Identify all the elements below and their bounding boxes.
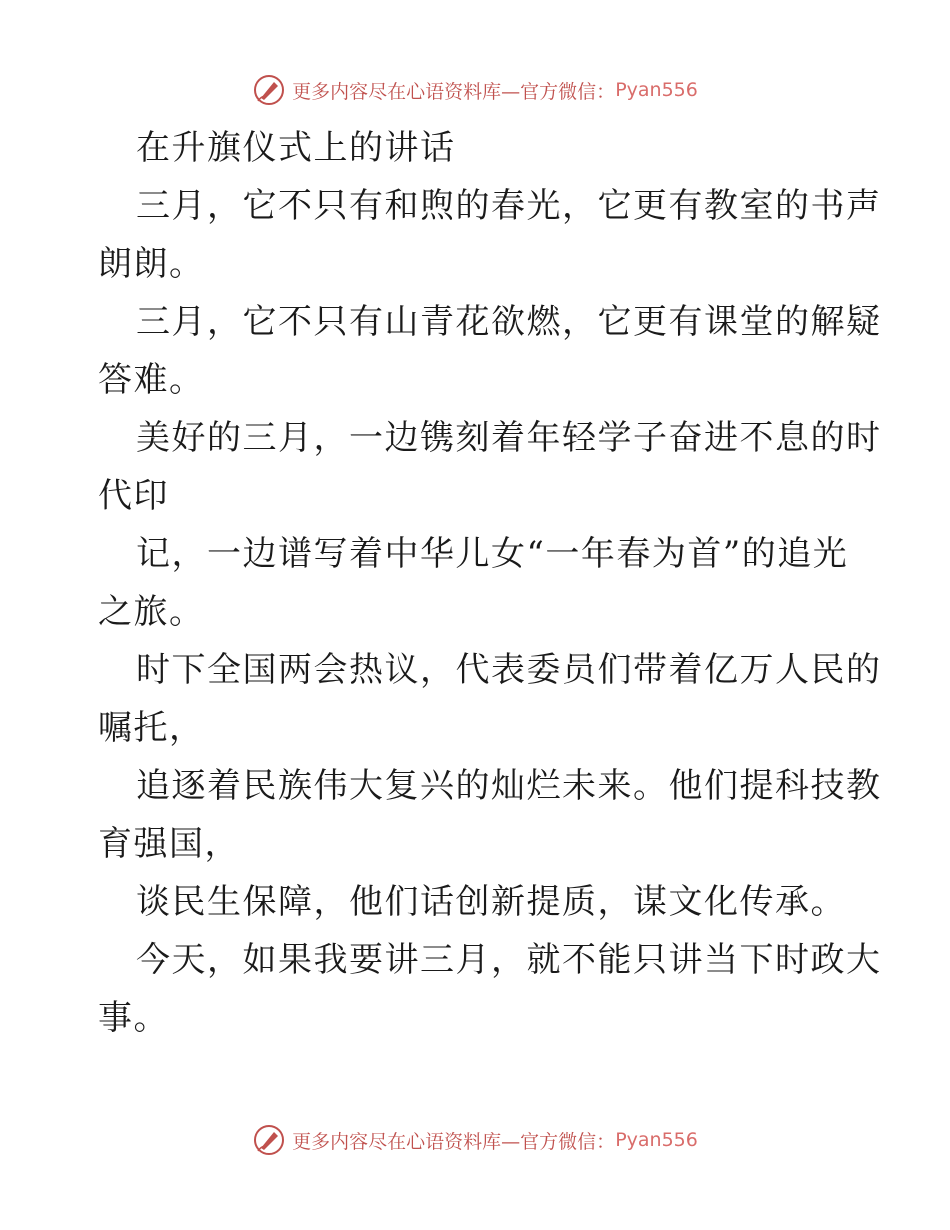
banner-wechat-label: 官方微信：: [520, 1130, 616, 1153]
banner-text: 更多内容尽在心语资料库—: [292, 1130, 521, 1153]
banner-wechat-id: Pyan556: [615, 1129, 698, 1151]
paragraph-line: 今天，如果我要讲三月，就不能只讲当下时政大: [136, 940, 882, 980]
paragraph-line: 追逐着民族伟大复兴的灿烂未来。他们提科技教: [136, 766, 882, 806]
document-title: 在升旗仪式上的讲话: [136, 128, 456, 168]
header-banner: [0, 70, 950, 110]
paragraph-line: 朗朗。: [98, 244, 205, 284]
paragraph-line: 之旅。: [98, 592, 205, 632]
paragraph-line: 谈民生保障，他们话创新提质，谋文化传承。: [136, 882, 846, 922]
quill-pen-logo-icon: [252, 73, 286, 107]
footer-banner: [0, 1120, 950, 1160]
paragraph-line: 记，一边谱写着中华儿女“一年春为首”的追光: [136, 534, 849, 574]
paragraph-line: 美好的三月，一边镌刻着年轻学子奋进不息的时: [136, 418, 882, 458]
paragraph-line: 嘱托，: [98, 708, 205, 748]
paragraph-line: 代印: [98, 476, 169, 516]
paragraph-line: 三月，它不只有和煦的春光，它更有教室的书声: [136, 186, 882, 226]
paragraph-line: 事。: [98, 998, 169, 1038]
paragraph-line: 时下全国两会热议，代表委员们带着亿万人民的: [136, 650, 882, 690]
paragraph-line: 育强国，: [98, 824, 240, 864]
paragraph-line: 答难。: [98, 360, 205, 400]
banner-wechat-id: Pyan556: [615, 79, 698, 101]
banner-wechat-label: 官方微信：: [520, 80, 616, 103]
banner-text: 更多内容尽在心语资料库—: [292, 80, 521, 103]
paragraph-line: 三月，它不只有山青花欲燃，它更有课堂的解疑: [136, 302, 882, 342]
quill-pen-logo-icon: [252, 1123, 286, 1157]
